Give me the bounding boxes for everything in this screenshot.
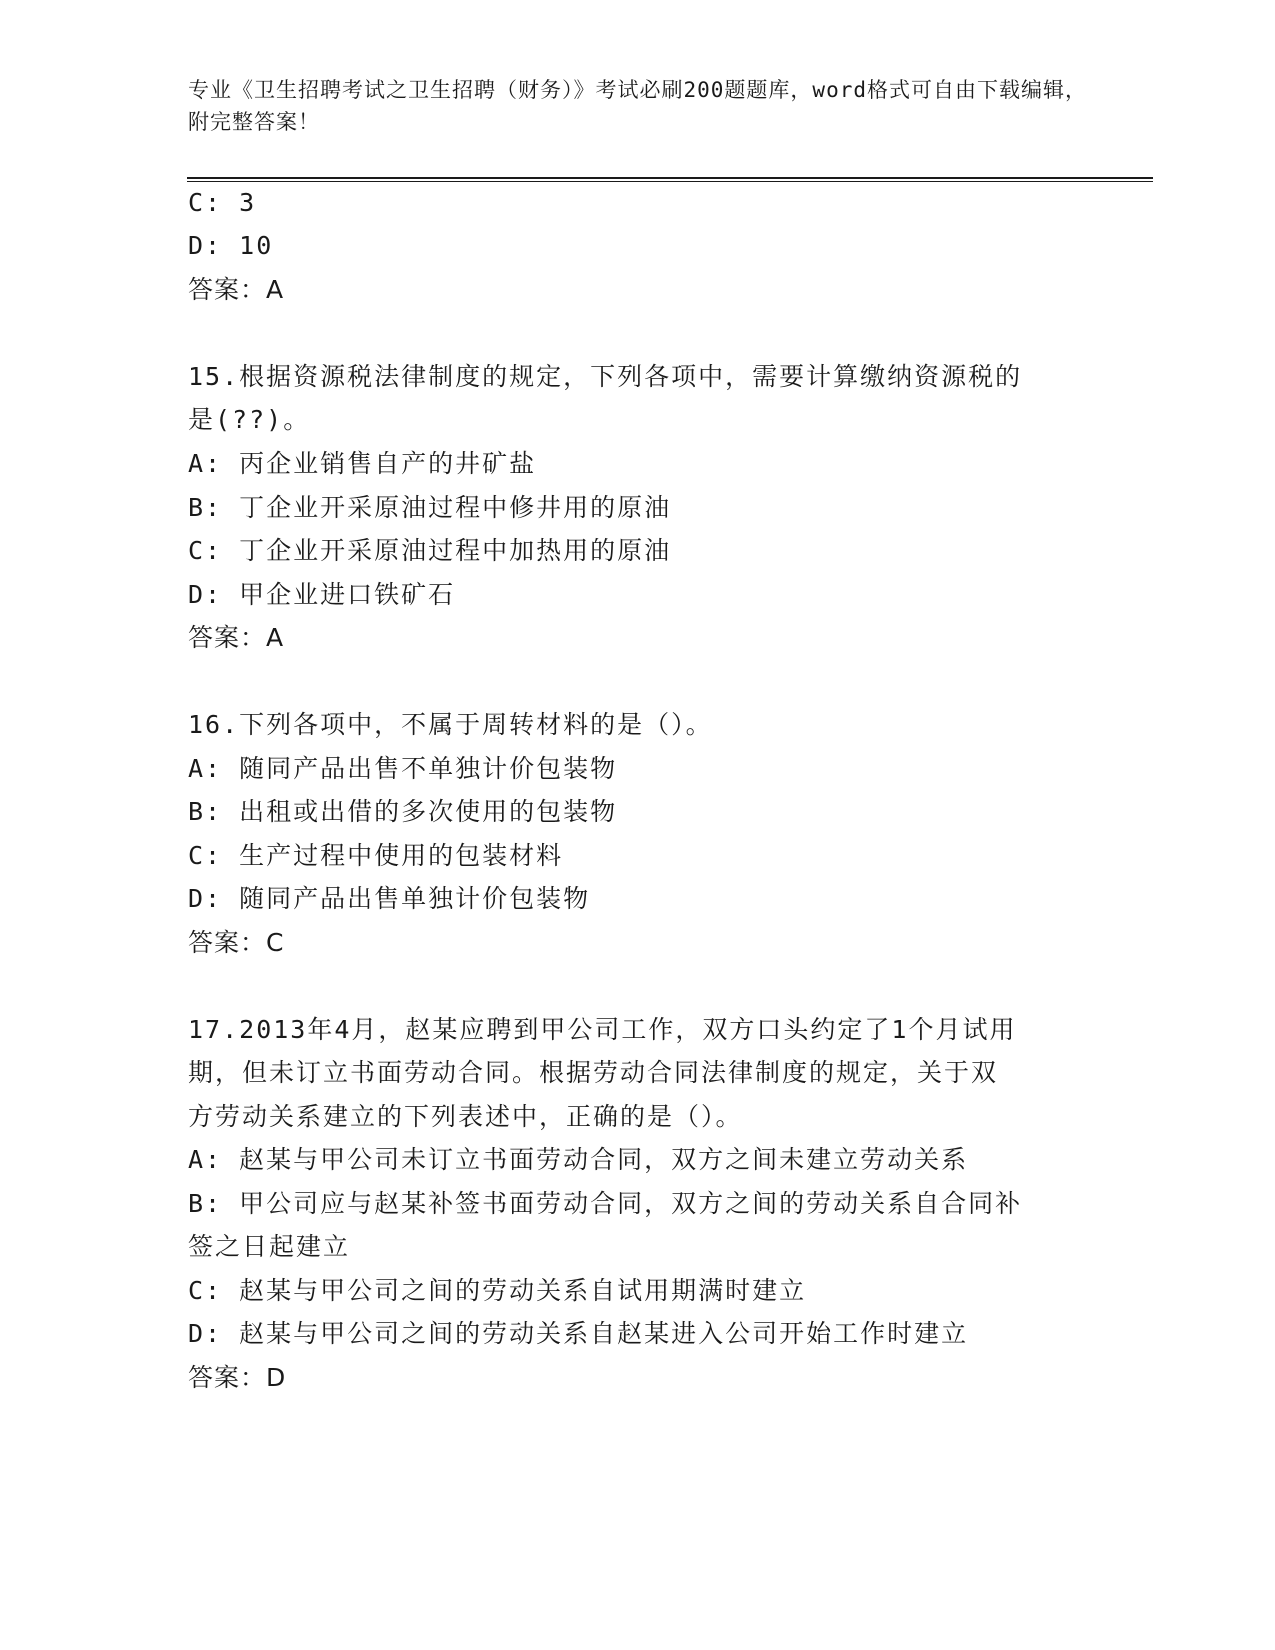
- option-d: D: 甲企业进口铁矿石: [188, 580, 456, 609]
- option-b: B: 甲公司应与赵某补签书面劳动合同，双方之间的劳动关系自合同补: [188, 1189, 1023, 1218]
- option-c: C: 3: [188, 188, 257, 217]
- option-d: D: 10: [188, 231, 274, 260]
- question-stem: 17.2013年4月，赵某应聘到甲公司工作，双方口头约定了1个月试用: [188, 1015, 1017, 1044]
- option-a: A: 丙企业销售自产的井矿盐: [188, 449, 537, 478]
- option-c: C: 生产过程中使用的包装材料: [188, 841, 564, 870]
- answer-line: 答案：A: [188, 275, 285, 304]
- question-stem: 方劳动关系建立的下列表述中，正确的是（）。: [188, 1102, 743, 1131]
- question-stem: 16.下列各项中，不属于周转材料的是（）。: [188, 710, 713, 739]
- option-c: C: 赵某与甲公司之间的劳动关系自试用期满时建立: [188, 1276, 807, 1305]
- document-header: 专业《卫生招聘考试之卫生招聘（财务）》考试必刷200题题库，word格式可自由下载编辑，附完整答案！: [188, 78, 1087, 134]
- option-b-continued: 签之日起建立: [188, 1232, 351, 1261]
- option-b: B: 丁企业开采原油过程中修井用的原油: [188, 493, 672, 522]
- answer-line: 答案：D: [188, 1363, 287, 1392]
- answer-line: 答案：C: [188, 928, 285, 957]
- answer-line: 答案：A: [188, 623, 285, 652]
- question-stem: 15.根据资源税法律制度的规定，下列各项中，需要计算缴纳资源税的: [188, 362, 1023, 391]
- question-stem: 是(??)。: [188, 405, 311, 434]
- header-divider: [187, 177, 1153, 182]
- option-b: B: 出租或出借的多次使用的包装物: [188, 797, 618, 826]
- option-c: C: 丁企业开采原油过程中加热用的原油: [188, 536, 672, 565]
- option-a: A: 随同产品出售不单独计价包装物: [188, 754, 618, 783]
- option-d: D: 随同产品出售单独计价包装物: [188, 884, 591, 913]
- option-d: D: 赵某与甲公司之间的劳动关系自赵某进入公司开始工作时建立: [188, 1319, 969, 1348]
- option-a: A: 赵某与甲公司未订立书面劳动合同，双方之间未建立劳动关系: [188, 1145, 969, 1174]
- question-stem: 期，但未订立书面劳动合同。根据劳动合同法律制度的规定，关于双: [188, 1058, 999, 1087]
